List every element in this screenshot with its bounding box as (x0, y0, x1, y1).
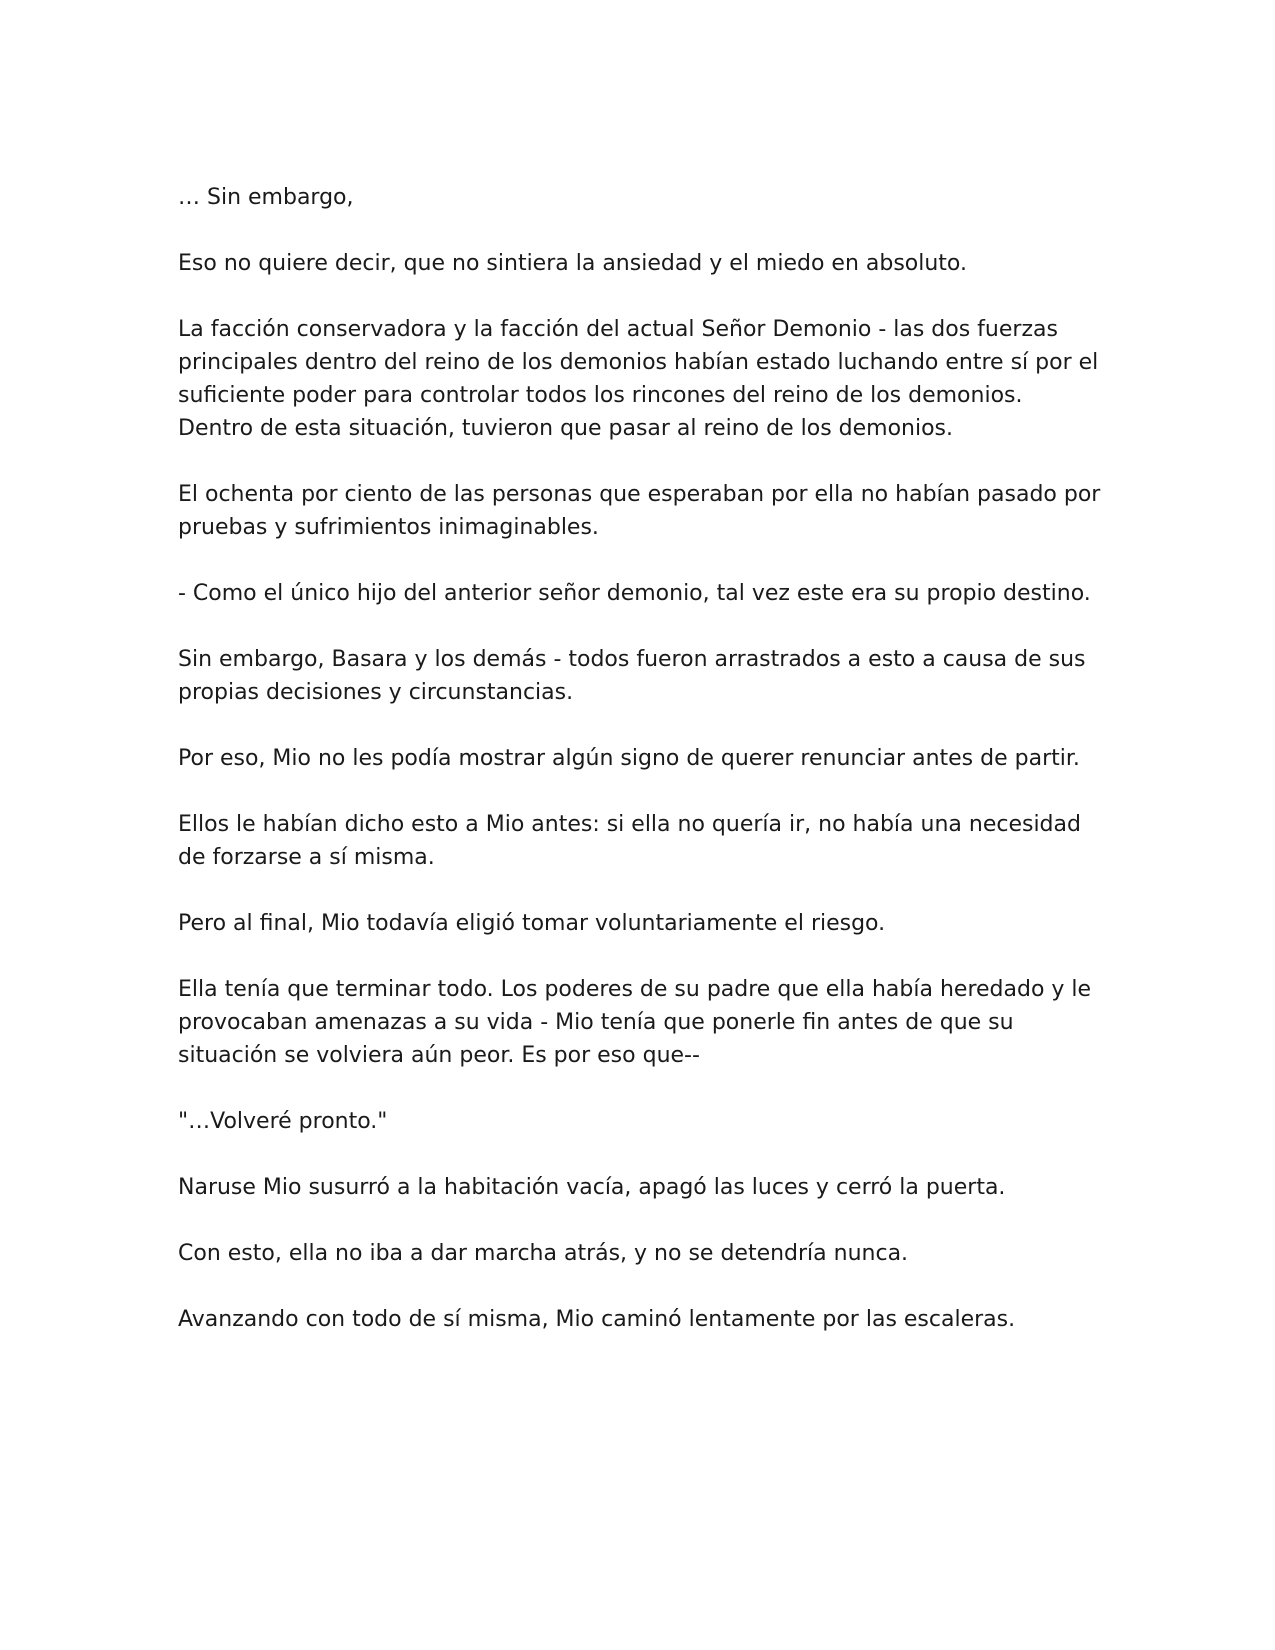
paragraph: Ella tenía que terminar todo. Los poderes de su padre que ella había heredado y le provocaban amenazas a su vida - Mio tenía que ponerle fin antes de que su situación se volviera aún peor. Es por eso que-- (178, 977, 1092, 1068)
paragraph: Eso no quiere decir, que no sintiera la ansiedad y el miedo en absoluto. (178, 251, 968, 276)
paragraph: Naruse Mio susurró a la habitación vacía, apagó las luces y cerró la puerta. (178, 1175, 1006, 1200)
paragraph: Sin embargo, Basara y los demás - todos fueron arrastrados a esto a causa de sus propias decisiones y circunstancias. (178, 647, 1086, 705)
document-body (178, 181, 1113, 1369)
paragraph: - Como el único hijo del anterior señor demonio, tal vez este era su propio destino. (178, 581, 1091, 606)
paragraph: "…Volveré pronto." (178, 1109, 388, 1134)
paragraph: La facción conservadora y la facción del actual Señor Demonio - las dos fuerzas principales dentro del reino de los demonios habían estado luchando entre sí por el suficiente poder para controlar todos los rincones del reino de los demonios. Dentro de esta situación, tuvieron que pasar al reino de los demonios. (178, 317, 1099, 441)
paragraph: Pero al final, Mio todavía eligió tomar voluntariamente el riesgo. (178, 911, 886, 936)
paragraph: Avanzando con todo de sí misma, Mio caminó lentamente por las escaleras. (178, 1307, 1016, 1332)
paragraph: Ellos le habían dicho esto a Mio antes: si ella no quería ir, no había una necesidad de forzarse a sí misma. (178, 812, 1081, 870)
paragraph: … Sin embargo, (178, 185, 354, 210)
paragraph: El ochenta por ciento de las personas que esperaban por ella no habían pasado por pruebas y sufrimientos inimaginables. (178, 482, 1101, 540)
paragraph: Con esto, ella no iba a dar marcha atrás, y no se detendría nunca. (178, 1241, 909, 1266)
paragraph: Por eso, Mio no les podía mostrar algún signo de querer renunciar antes de partir. (178, 746, 1080, 771)
